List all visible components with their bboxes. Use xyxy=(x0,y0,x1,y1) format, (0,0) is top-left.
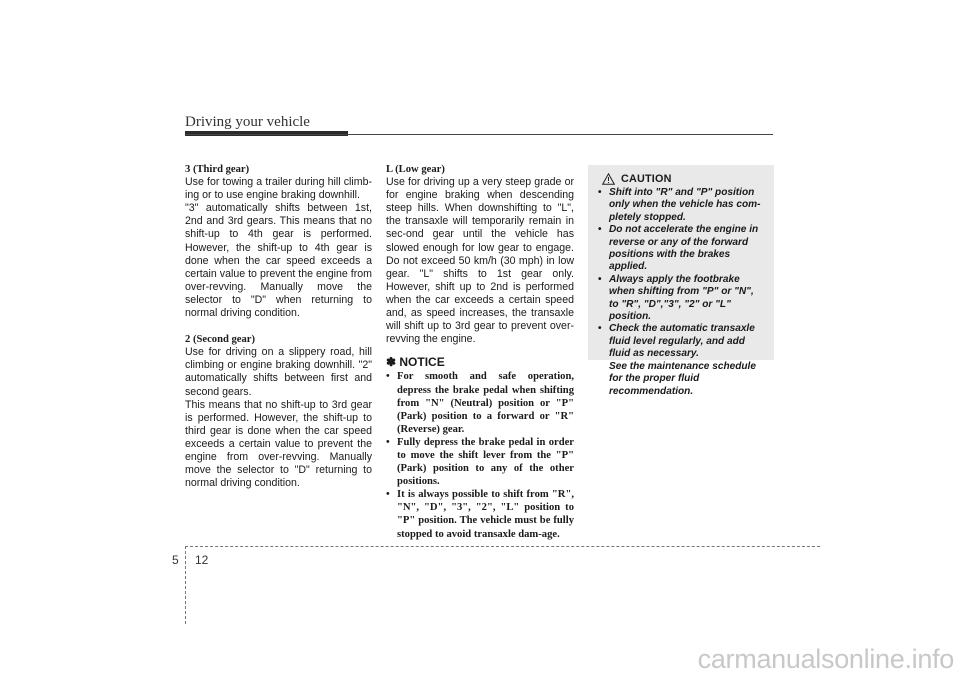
notice-item: • Fully depress the brake pedal in order to move the shift lever from the "P" (Park) position to any of the other positions. xyxy=(386,436,574,488)
second-gear-paragraph-2: This means that no shift-up to 3rd gear is performed. However, the shift-up to third gear is done when the car speed exceeds a certain value to prevent the engine from over-revving. Manually move the selector to "D" returning to normal driving condition. xyxy=(185,398,372,490)
warning-triangle-icon xyxy=(602,173,615,185)
notice-item: • It is always possible to shift from "R", "N", "D", "3", "2", "L" position to "P" position. The vehicle must be fully stopped to avoid transaxle dam-age. xyxy=(386,488,574,540)
section-heading-low-gear: L (Low gear) xyxy=(386,164,445,175)
caution-title: CAUTION xyxy=(621,173,672,185)
notice-list xyxy=(386,370,574,540)
caution-item: • Always apply the footbrake when shifting from "P" or "N", to "R", "D","3", "2" or "L" position. xyxy=(598,274,766,324)
caution-box xyxy=(588,165,774,397)
caution-item-text: Check the automatic transaxle fluid level regularly, and add fluid as necessary. xyxy=(609,323,755,360)
chapter-number: 5 xyxy=(172,553,179,567)
low-gear-paragraph: Use for driving up a very steep grade or for engine braking when descending steep hills. When downshifting to "L", the transaxle will temporarily remain in sec-ond gear until the vehicle has slowed enough for low gear to engage. Do not exceed 50 km/h (30 mph) in low gear. "L" shifts to 1st gear only. However, shift up to 2nd is performed when the car exceeds a certain speed and, as speed increases, the transaxle will shift up to 3rd gear to prevent over-revving the engine. xyxy=(386,176,574,346)
page-number: 12 xyxy=(195,553,209,567)
section-heading-second-gear: 2 (Second gear) xyxy=(185,334,256,346)
section-heading-third-gear: 3 (Third gear) xyxy=(185,164,250,175)
footer-divider xyxy=(185,546,186,624)
caution-item: • Shift into "R" and "P" position only when the vehicle has com-pletely stopped. xyxy=(598,187,766,224)
notice-title: ✽ NOTICE xyxy=(386,355,445,370)
third-gear-paragraph-2: "3" automatically shifts between 1st, 2nd and 3rd gears. This means that no shift-up to 4th gear is performed. However, the shift-up to 4th gear is done when the car speed exceeds a certain value to prevent the engine from over-revving. Manually move the selector to "D" when returning to normal driving condition. xyxy=(185,202,372,320)
third-gear-paragraph-1: Use for towing a trailer during hill climb-ing or to use engine braking downhill. xyxy=(185,176,372,202)
caution-list xyxy=(598,187,766,398)
left-column xyxy=(185,163,372,490)
footer-rule xyxy=(185,546,820,547)
watermark: carmanualsonline.info xyxy=(697,644,954,674)
caution-header xyxy=(598,173,766,185)
caution-item xyxy=(598,323,766,397)
second-gear-paragraph-1: Use for driving on a slippery road, hill climbing or engine braking downhill. "2" automatically shifts between first and second gears. xyxy=(185,346,372,398)
caution-item-extra: See the maintenance schedule for the proper fluid recommendation. xyxy=(609,360,756,397)
caution-item: • Do not accelerate the engine in reverse or any of the forward positions with the brakes applied. xyxy=(598,224,766,274)
page-header-title: Driving your vehicle xyxy=(185,114,310,130)
header-rule xyxy=(185,134,773,135)
notice-item: • For smooth and safe operation, depress the brake pedal when shifting from "N" (Neutral) position or "P" (Park) position to a forward or "R" (Reverse) gear. xyxy=(386,370,574,435)
right-column xyxy=(386,163,574,541)
spacer xyxy=(185,320,372,333)
